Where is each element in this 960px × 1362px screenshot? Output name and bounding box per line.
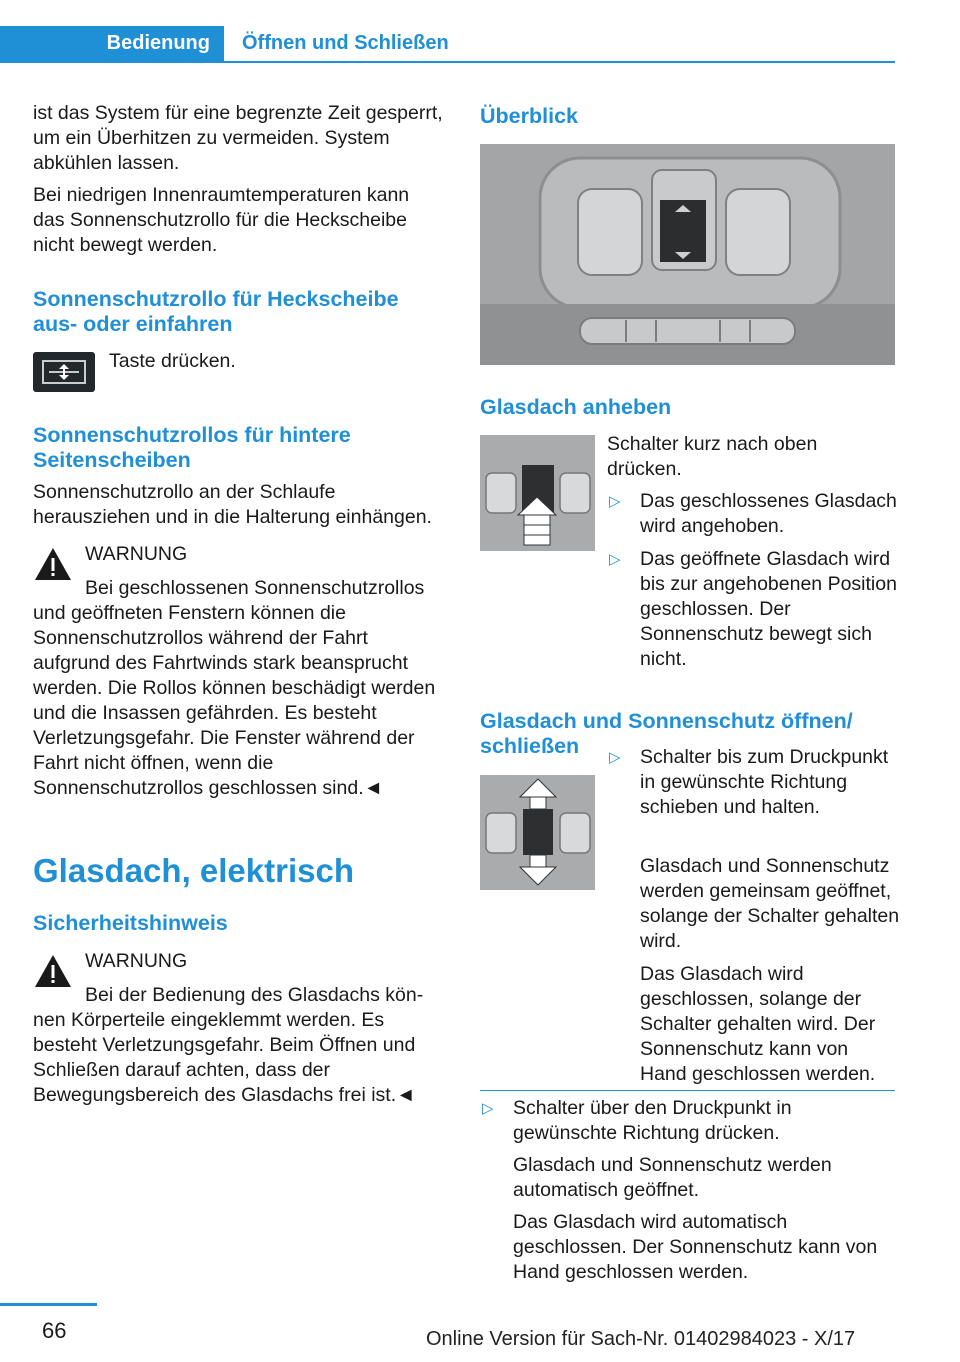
warning-label: WARNUNG	[85, 543, 188, 565]
paragraph: Sonnenschutzrollo an der Schlaufe herausziehen und in die Halterung einhängen.	[33, 481, 432, 528]
oeffnen-bullet-2-p3: Das Glasdach wird automatisch geschlossen. Der Sonnenschutz kann von Hand geschlossen werden.	[513, 1211, 878, 1283]
warning-2-first: Bei der Bedienung des Glasdachs kön-	[85, 984, 424, 1006]
page-number: 66	[42, 1318, 67, 1343]
heading-rollo-heckscheibe: Sonnenschutzrollo für Heckscheibe aus- oder einfahren	[33, 287, 399, 336]
warning-icon	[33, 546, 73, 582]
anheben-bullet-2: Das geöffnete Glasdach wird bis zur angehobenen Position geschlossen. Der Sonnenschutz bewegt sich nicht.	[640, 548, 897, 670]
divider	[480, 1090, 895, 1091]
rear-shade-button-icon	[33, 352, 95, 392]
bullet-icon: ▷	[482, 1100, 494, 1117]
bullet-icon: ▷	[609, 551, 621, 568]
seite-text	[33, 480, 443, 537]
heading-anheben: Glasdach anheben	[480, 395, 672, 419]
header-tab-bedienung[interactable]: Bedienung	[0, 26, 224, 61]
anheben-bullet-1: Das geschlossenes Glasdach wird angehoben.	[640, 490, 897, 537]
switch-up-image	[480, 435, 595, 551]
heading-seitenscheiben: Sonnenschutzrollos für hintere Seitenscheiben	[33, 423, 351, 472]
warning-label: WARNUNG	[85, 950, 188, 972]
warning-icon	[33, 953, 73, 989]
taste-druecken: Taste drücken.	[109, 350, 236, 372]
heading-oeffnen-schliessen: Glasdach und Sonnenschutz öffnen/ schließen	[480, 709, 853, 758]
warning-1-text: und geöffneten Fenstern können die Sonnenschutzrollos während der Fahrt aufgrund des Fahrtwinds stark beansprucht werden. Die Rollos können beschädigt werden und die Insassen gefährden. Es besteht Verletzungsgefahr. Die Fenster während der Fahrt nicht öffnen, wenn die Sonnenschutzrollos geschlossen sind.◄	[33, 602, 436, 799]
online-version-text: Online Version für Sach-Nr. 01402984023 - X/17	[426, 1328, 856, 1350]
paragraph: ist das System für eine begrenzte Zeit gesperrt, um ein Überhitzen zu vermeiden. System abkühlen lassen.	[33, 102, 443, 174]
paragraph: Bei niedrigen Innenraumtemperaturen kann das Sonnenschutzrollo für die Heckscheibe nicht bewegt werden.	[33, 184, 410, 256]
left-column	[33, 101, 443, 265]
oeffnen-bullet-2-p2: Glasdach und Sonnenschutz werden automatisch geöffnet.	[513, 1154, 832, 1201]
footer-line	[0, 1303, 97, 1306]
oeffnen-bullet-1-p3: Das Glasdach wird geschlossen, solange der Schalter gehalten wird. Der Sonnenschutz kann von Hand geschlossen werden.	[640, 963, 876, 1085]
oeffnen-bullet-1-p2: Glasdach und Sonnenschutz werden gemeinsam geöffnet, solange der Schalter gehalten wird.	[640, 855, 900, 952]
oeffnen-bullet-1: Schalter bis zum Druckpunkt in gewünschte Richtung schieben und halten.	[640, 746, 889, 818]
anheben-text: Schalter kurz nach oben drücken.	[607, 433, 818, 480]
bullet-icon: ▷	[609, 493, 621, 510]
header-tab-section[interactable]: Öffnen und Schließen	[242, 32, 449, 54]
overview-image	[480, 144, 895, 365]
oeffnen-bullet-2: Schalter über den Druckpunkt in gewünschte Richtung drücken.	[513, 1097, 792, 1144]
heading-ueberblick: Überblick	[480, 104, 578, 128]
page-header	[0, 26, 895, 63]
warning-1-first: Bei geschlossenen Sonnenschutzrollos	[85, 577, 425, 599]
switch-slide-image	[480, 775, 595, 890]
warning-2-text: nen Körperteile eingeklemmt werden. Es besteht Verletzungsgefahr. Beim Öffnen und Schließen darauf achten, dass der Bewegungsbereich des Glasdachs frei ist.◄	[33, 1009, 416, 1106]
bullet-icon: ▷	[609, 749, 621, 766]
heading-sicherheitshinweis: Sicherheitshinweis	[33, 911, 228, 935]
heading-glasdach: Glasdach, elektrisch	[33, 852, 354, 889]
